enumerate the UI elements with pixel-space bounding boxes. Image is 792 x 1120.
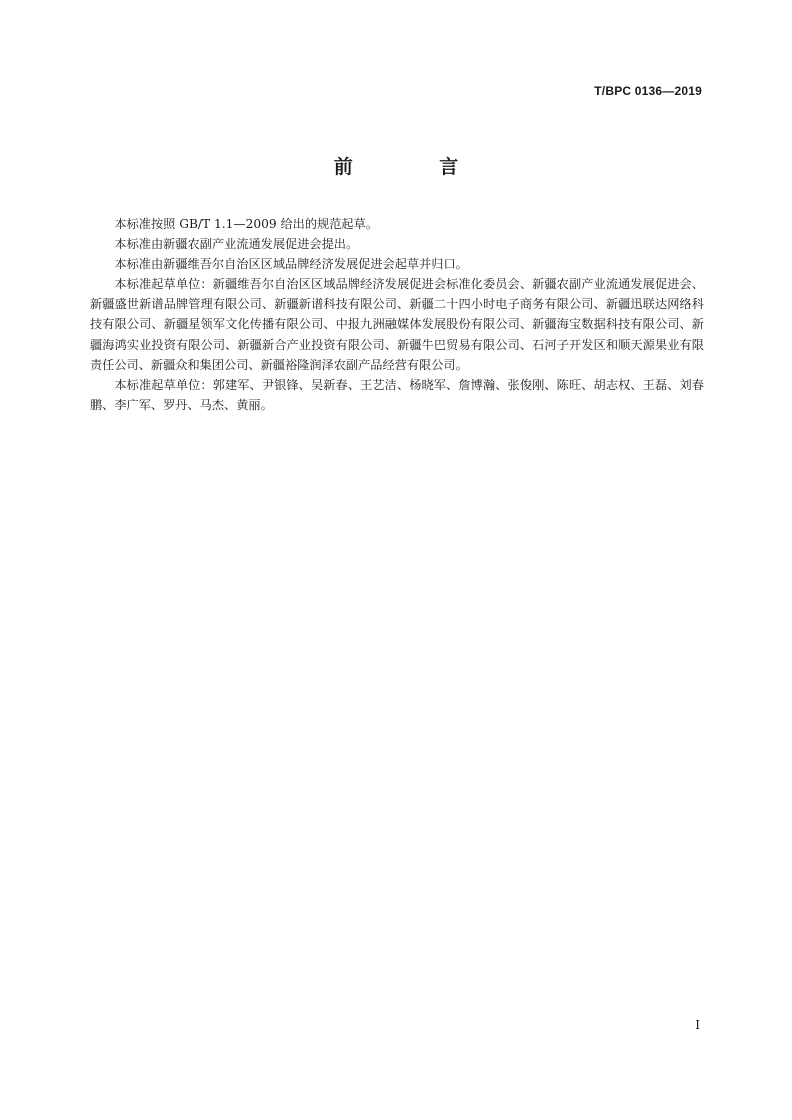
paragraph-drafters: 本标准起草单位：郭建军、尹银锋、吴新春、王艺洁、杨晓军、詹博瀚、张俊刚、陈旺、胡志权、王磊、刘春鹏、李广军、罗丹、马杰、黄丽。 — [90, 377, 704, 412]
standard-code: T/BPC 0136—2019 — [594, 84, 702, 98]
document-body — [90, 214, 704, 415]
paragraph-drafting-organizations: 本标准起草单位：新疆维吾尔自治区区域品牌经济发展促进会标准化委员会、新疆农副产业流通发展促进会、新疆盛世新谱品牌管理有限公司、新疆新谱科技有限公司、新疆二十四小时电子商务有限公司、新疆迅联达网络科技有限公司、新疆星领军文化传播有限公司、中报九洲融媒体发展股份有限公司、新疆海宝数据科技有限公司、新疆海鸿实业投资有限公司、新疆新合产业投资有限公司、新疆牛巴贸易有限公司、石河子开发区和顺天源果业有限责任公司、新疆众和集团公司、新疆裕隆润泽农副产品经营有限公司。 — [90, 277, 704, 372]
page-number: I — [695, 1018, 700, 1032]
paragraph-centralized-unit: 本标准由新疆维吾尔自治区区域品牌经济发展促进会起草并归口。 — [114, 257, 468, 272]
page-title: 前 言 — [333, 156, 499, 178]
paragraph-drafting-rules: 本标准按照 GB/T 1.1—2009 给出的规范起草。 — [114, 217, 378, 231]
paragraph-proposer: 本标准由新疆农副产业流通发展促进会提出。 — [114, 237, 359, 252]
